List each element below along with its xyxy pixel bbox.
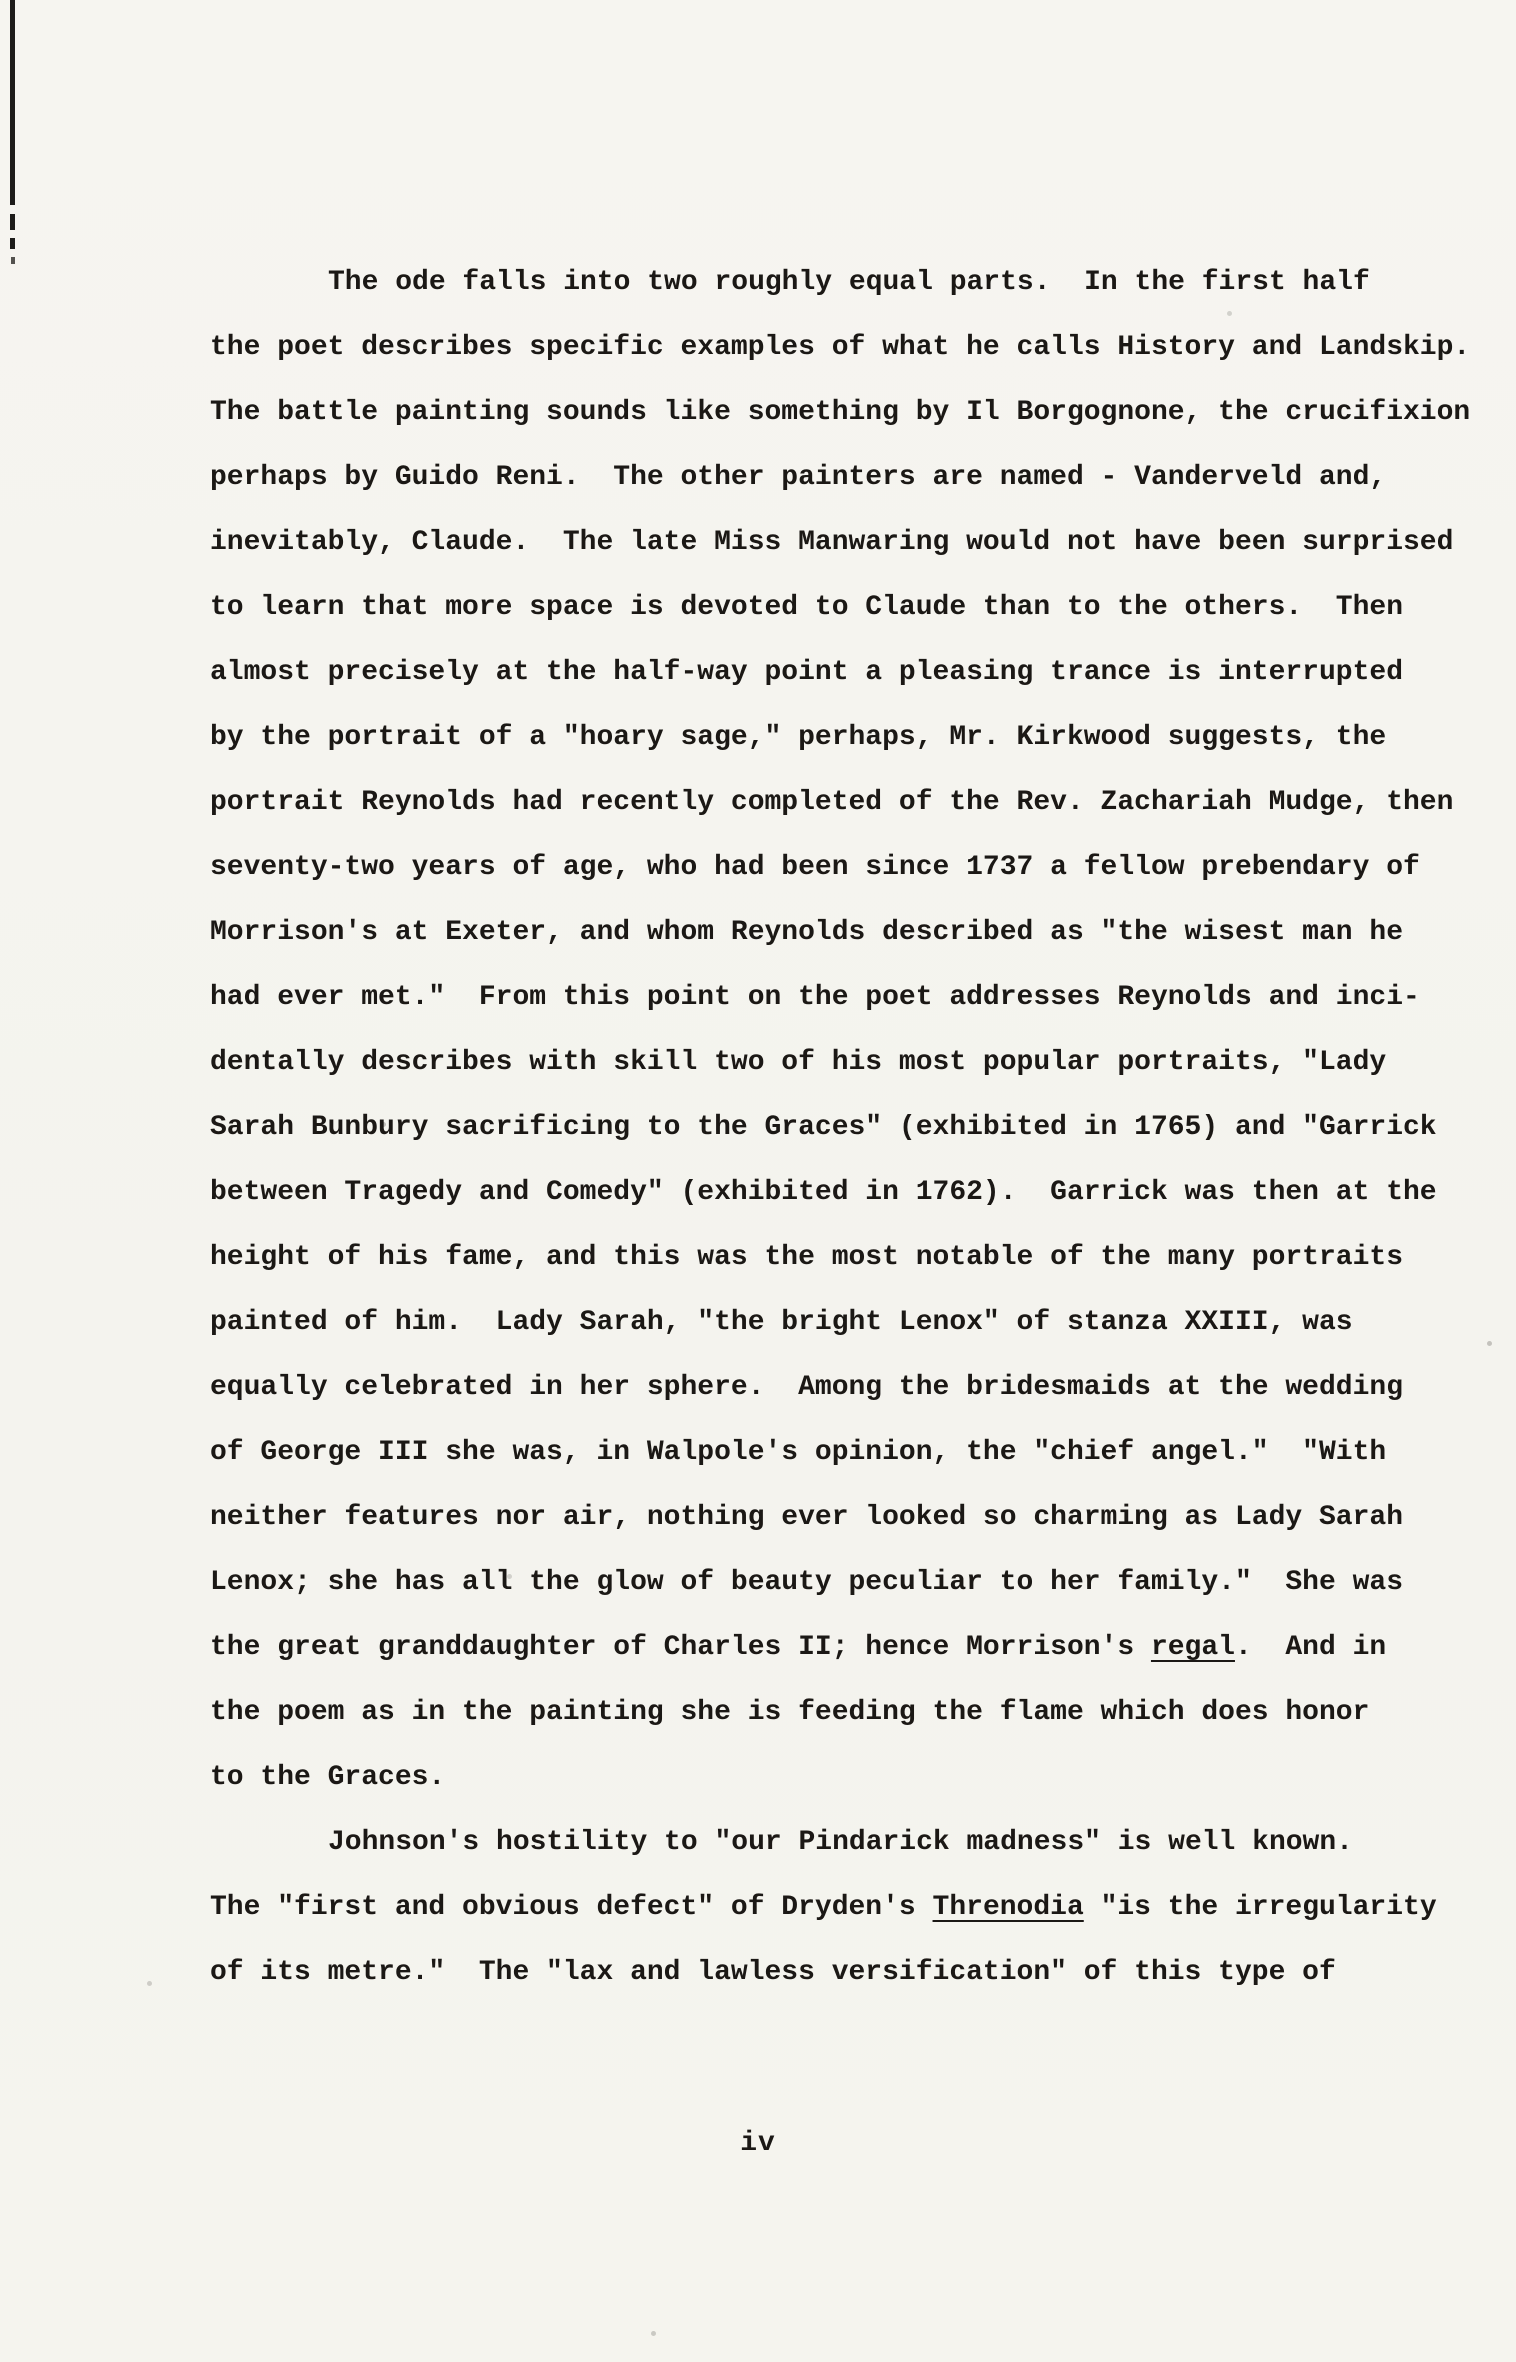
- text-line: equally celebrated in her sphere. Among the bridesmaids at the wedding: [210, 1372, 1403, 1403]
- text-segment: . And in: [1234, 1632, 1387, 1663]
- text-line: Lenox; she has all the glow of beauty peculiar to her family." She was: [210, 1567, 1403, 1598]
- text-line: height of his fame, and this was the most notable of the many portraits: [210, 1242, 1403, 1273]
- text-line: [210, 1615, 1500, 1680]
- text-segment: "is the irregularity: [1083, 1892, 1437, 1923]
- text-line: of George III she was, in Walpole's opinion, the "chief angel." "With: [210, 1437, 1387, 1468]
- text-line: dentally describes with skill two of his most popular portraits, "Lady: [210, 1047, 1387, 1078]
- text-line: almost precisely at the half-way point a pleasing trance is interrupted: [210, 657, 1403, 688]
- text-line: Johnson's hostility to "our Pindarick madness" is well known.: [328, 1827, 1353, 1858]
- text-line: Morrison's at Exeter, and whom Reynolds described as "the wisest man he: [210, 917, 1403, 948]
- page-number: iv: [740, 2128, 776, 2159]
- underlined-word: regal: [1150, 1632, 1235, 1663]
- text-line: Sarah Bunbury sacrificing to the Graces" (exhibited in 1765) and "Garrick: [210, 1112, 1437, 1143]
- text-line: portrait Reynolds had recently completed of the Rev. Zachariah Mudge, then: [210, 787, 1454, 818]
- underlined-word: Threnodia: [932, 1892, 1084, 1923]
- scan-artifact-dash: [10, 214, 15, 230]
- scan-artifact-dash: [11, 257, 15, 264]
- text-line: The ode falls into two roughly equal parts. In the first half: [328, 267, 1370, 298]
- text-segment: the great granddaughter of Charles II; hence Morrison's: [210, 1632, 1151, 1663]
- text-line: [210, 1875, 1500, 1940]
- text-line: of its metre." The "lax and lawless versification" of this type of: [210, 1957, 1336, 1988]
- text-segment: The "first and obvious defect" of Dryden's: [210, 1892, 933, 1923]
- text-line: to the Graces.: [210, 1762, 446, 1793]
- paragraph-1: [210, 250, 1500, 1810]
- scan-specks: [0, 0, 3, 3]
- text-line: painted of him. Lady Sarah, "the bright Lenox" of stanza XXIII, was: [210, 1307, 1353, 1338]
- text-line: neither features nor air, nothing ever looked so charming as Lady Sarah: [210, 1502, 1403, 1533]
- text-line: the poem as in the painting she is feeding the flame which does honor: [210, 1697, 1370, 1728]
- text-line: by the portrait of a "hoary sage," perhaps, Mr. Kirkwood suggests, the: [210, 722, 1387, 753]
- text-line: the poet describes specific examples of what he calls History and Landskip.: [210, 332, 1471, 363]
- body-text: [210, 250, 1500, 2005]
- text-line: to learn that more space is devoted to Claude than to the others. Then: [210, 592, 1403, 623]
- paragraph-2: [210, 1810, 1500, 2005]
- text-line: seventy-two years of age, who had been since 1737 a fellow prebendary of: [210, 852, 1420, 883]
- scan-artifact-line: [10, 0, 15, 205]
- text-line: had ever met." From this point on the poet addresses Reynolds and inci-: [210, 982, 1420, 1013]
- text-line: inevitably, Claude. The late Miss Manwaring would not have been surprised: [210, 527, 1454, 558]
- text-line: perhaps by Guido Reni. The other painters are named - Vanderveld and,: [210, 462, 1387, 493]
- text-line: between Tragedy and Comedy" (exhibited in 1762). Garrick was then at the: [210, 1177, 1437, 1208]
- text-line: The battle painting sounds like something by Il Borgognone, the crucifixion: [210, 397, 1471, 428]
- scan-artifact-dash: [10, 238, 15, 249]
